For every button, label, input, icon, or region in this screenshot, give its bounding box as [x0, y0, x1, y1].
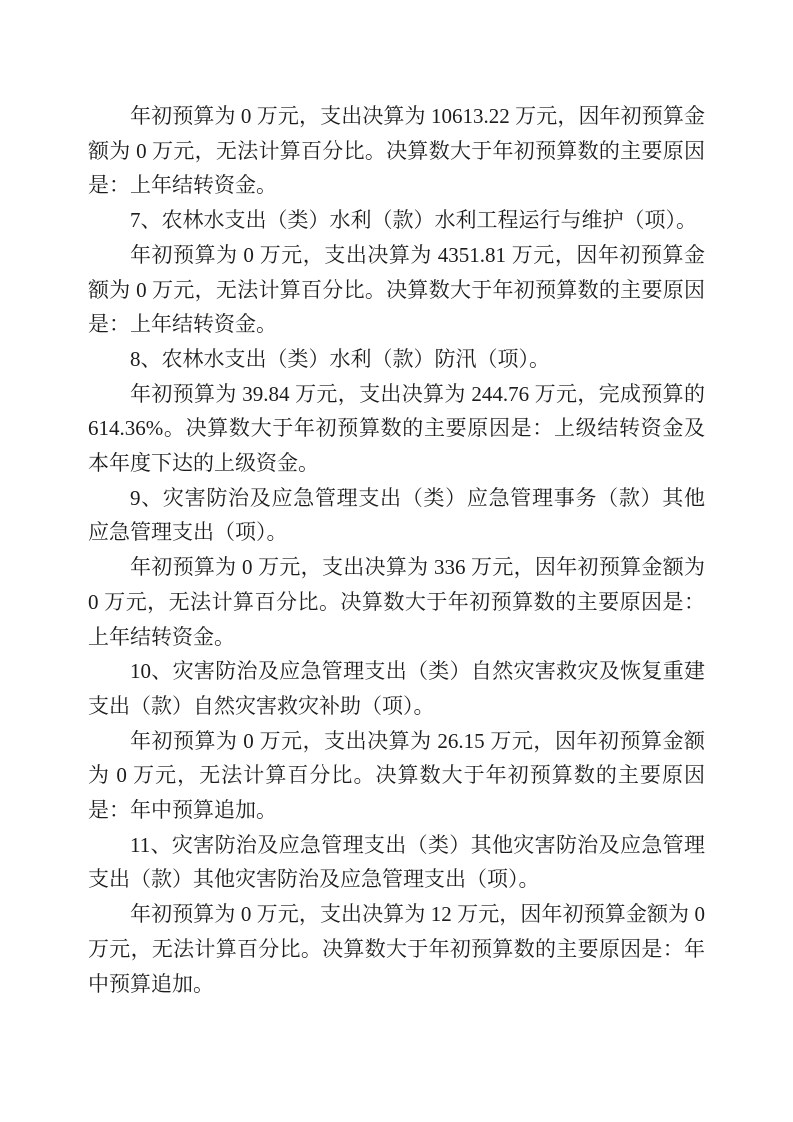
budget-item-detail: 年初预算为 0 万元，支出决算为 4351.81 万元，因年初预算金额为 0 万元，无法计算百分比。决算数大于年初预算数的主要原因是：上年结转资金。 [88, 242, 705, 337]
budget-item-detail: 年初预算为 39.84 万元，支出决算为 244.76 万元，完成预算的 614.36%。决算数大于年初预算数的主要原因是：上级结转资金及本年度下达的上级资金。 [88, 381, 705, 476]
budget-item-title: 11、灾害防治及应急管理支出（类）其他灾害防治及应急管理支出（款）其他灾害防治及应急管理支出（项）。 [88, 832, 705, 892]
budget-item-detail: 年初预算为 0 万元，支出决算为 10613.22 万元，因年初预算金额为 0 万元，无法计算百分比。决算数大于年初预算数的主要原因是：上年结转资金。 [88, 104, 705, 198]
budget-item-detail: 年初预算为 0 万元，支出决算为 336 万元，因年初预算金额为 0 万元，无法计算百分比。决算数大于年初预算数的主要原因是：上年结转资金。 [88, 555, 705, 649]
budget-item-title: 9、灾害防治及应急管理支出（类）应急管理事务（款）其他应急管理支出（项）。 [88, 485, 705, 545]
budget-item-title: 7、农林水支出（类）水利（款）水利工程运行与维护（项）。 [130, 208, 697, 233]
budget-item-detail: 年初预算为 0 万元，支出决算为 26.15 万元，因年初预算金额为 0 万元，无法计算百分比。决算数大于年初预算数的主要原因是：年中预算追加。 [88, 728, 705, 823]
budget-item-title: 10、灾害防治及应急管理支出（类）自然灾害救灾及恢复重建支出（款）自然灾害救灾补助（项）。 [88, 659, 705, 718]
budget-item-detail: 年初预算为 0 万元，支出决算为 12 万元，因年初预算金额为 0 万元，无法计算百分比。决算数大于年初预算数的主要原因是：年中预算追加。 [88, 902, 705, 996]
document-body [88, 99, 705, 1001]
budget-item-title: 8、农林水支出（类）水利（款）防汛（项）。 [130, 346, 550, 371]
